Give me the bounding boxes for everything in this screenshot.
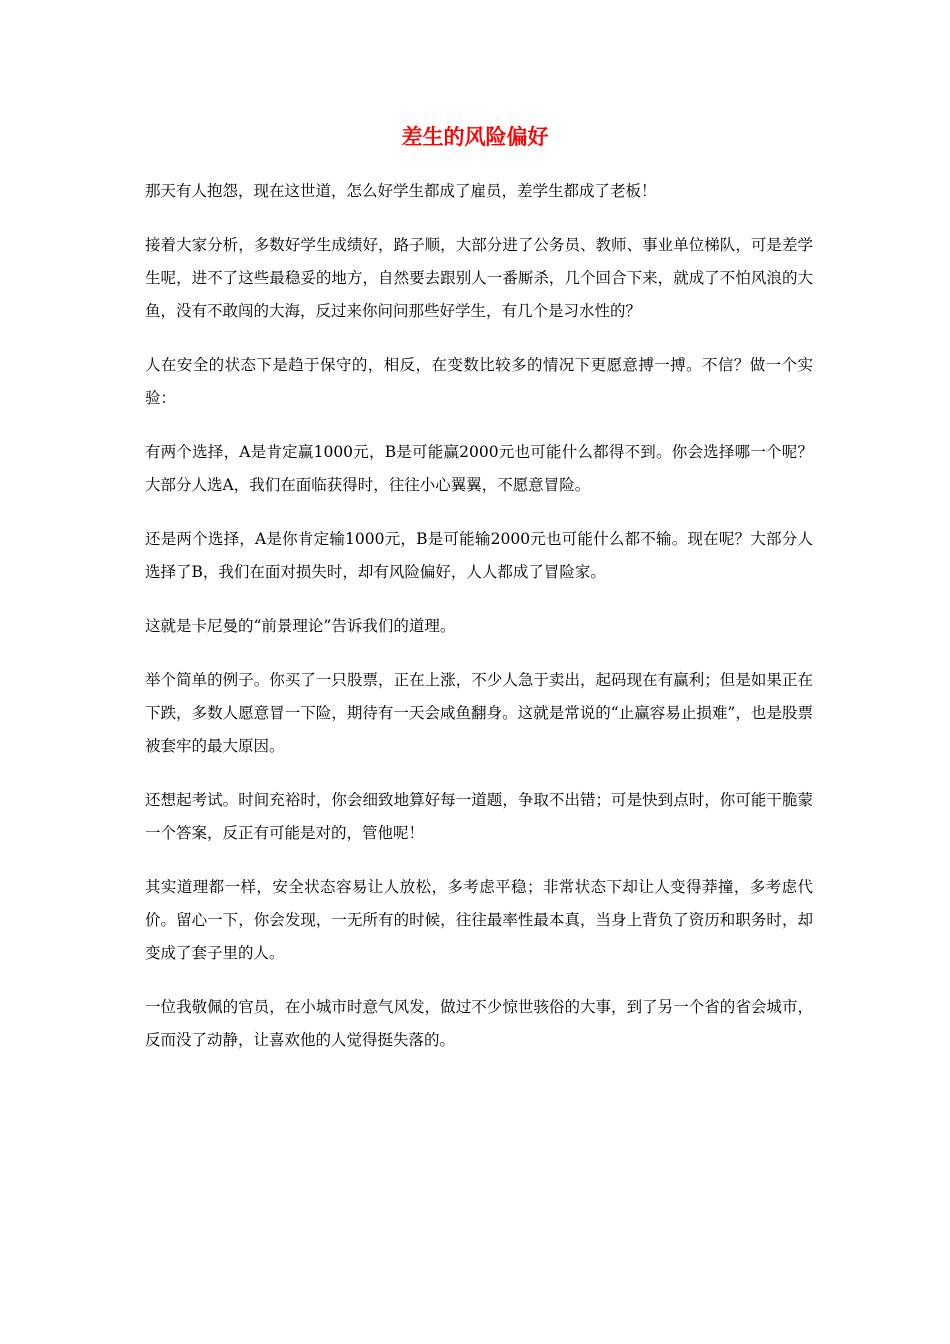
paragraph-8: 还想起考试。时间充裕时，你会细致地算好每一道题，争取不出错；可是快到点时，你可能干脆蒙一个答案，反正有可能是对的，管他呢！ xyxy=(145,791,813,842)
paragraph-5: 还是两个选择，A是你肯定输1000元，B是可能输2000元也可能什么都不输。现在呢？大部分人选择了B，我们在面对损失时，却有风险偏好，人人都成了冒险家。 xyxy=(145,530,813,581)
paragraph-4: 有两个选择，A是肯定赢1000元，B是可能赢2000元也可能什么都得不到。你会选择哪一个呢？大部分人选A，我们在面临获得时，往往小心翼翼，不愿意冒险。 xyxy=(145,443,813,494)
paragraph-7: 举个简单的例子。你买了一只股票，正在上涨，不少人急于卖出，起码现在有赢利；但是如果正在下跌，多数人愿意冒一下险，期待有一天会咸鱼翻身。这就是常说的“止赢容易止损难”，也是股票被套牢的最大原因。 xyxy=(145,671,813,755)
paragraph-6: 这就是卡尼曼的“前景理论”告诉我们的道理。 xyxy=(145,617,456,635)
paragraph-3: 人在安全的状态下是趋于保守的，相反，在变数比较多的情况下更愿意搏一搏。不信？做一个实验： xyxy=(145,356,813,407)
document-body xyxy=(145,175,813,1078)
paragraph-2: 接着大家分析，多数好学生成绩好，路子顺，大部分进了公务员、教师、事业单位梯队，可是差学生呢，进不了这些最稳妥的地方，自然要去跟别人一番厮杀，几个回合下来，就成了不怕风浪的大鱼，没有不敢闯的大海，反过来你问问那些好学生，有几个是习水性的？ xyxy=(145,236,813,320)
paragraph-1: 那天有人抱怨，现在这世道，怎么好学生都成了雇员，差学生都成了老板！ xyxy=(145,182,657,200)
document-title: 差生的风险偏好 xyxy=(401,125,549,149)
paragraph-10: 一位我敬佩的官员，在小城市时意气风发，做过不少惊世骇俗的大事，到了另一个省的省会城市，反而没了动静，让喜欢他的人觉得挺失落的。 xyxy=(145,998,813,1049)
paragraph-9: 其实道理都一样，安全状态容易让人放松，多考虑平稳；非常状态下却让人变得莽撞，多考虑代价。留心一下，你会发现，一无所有的时候，往往最率性最本真，当身上背负了资历和职务时，却变成了套子里的人。 xyxy=(145,878,813,962)
